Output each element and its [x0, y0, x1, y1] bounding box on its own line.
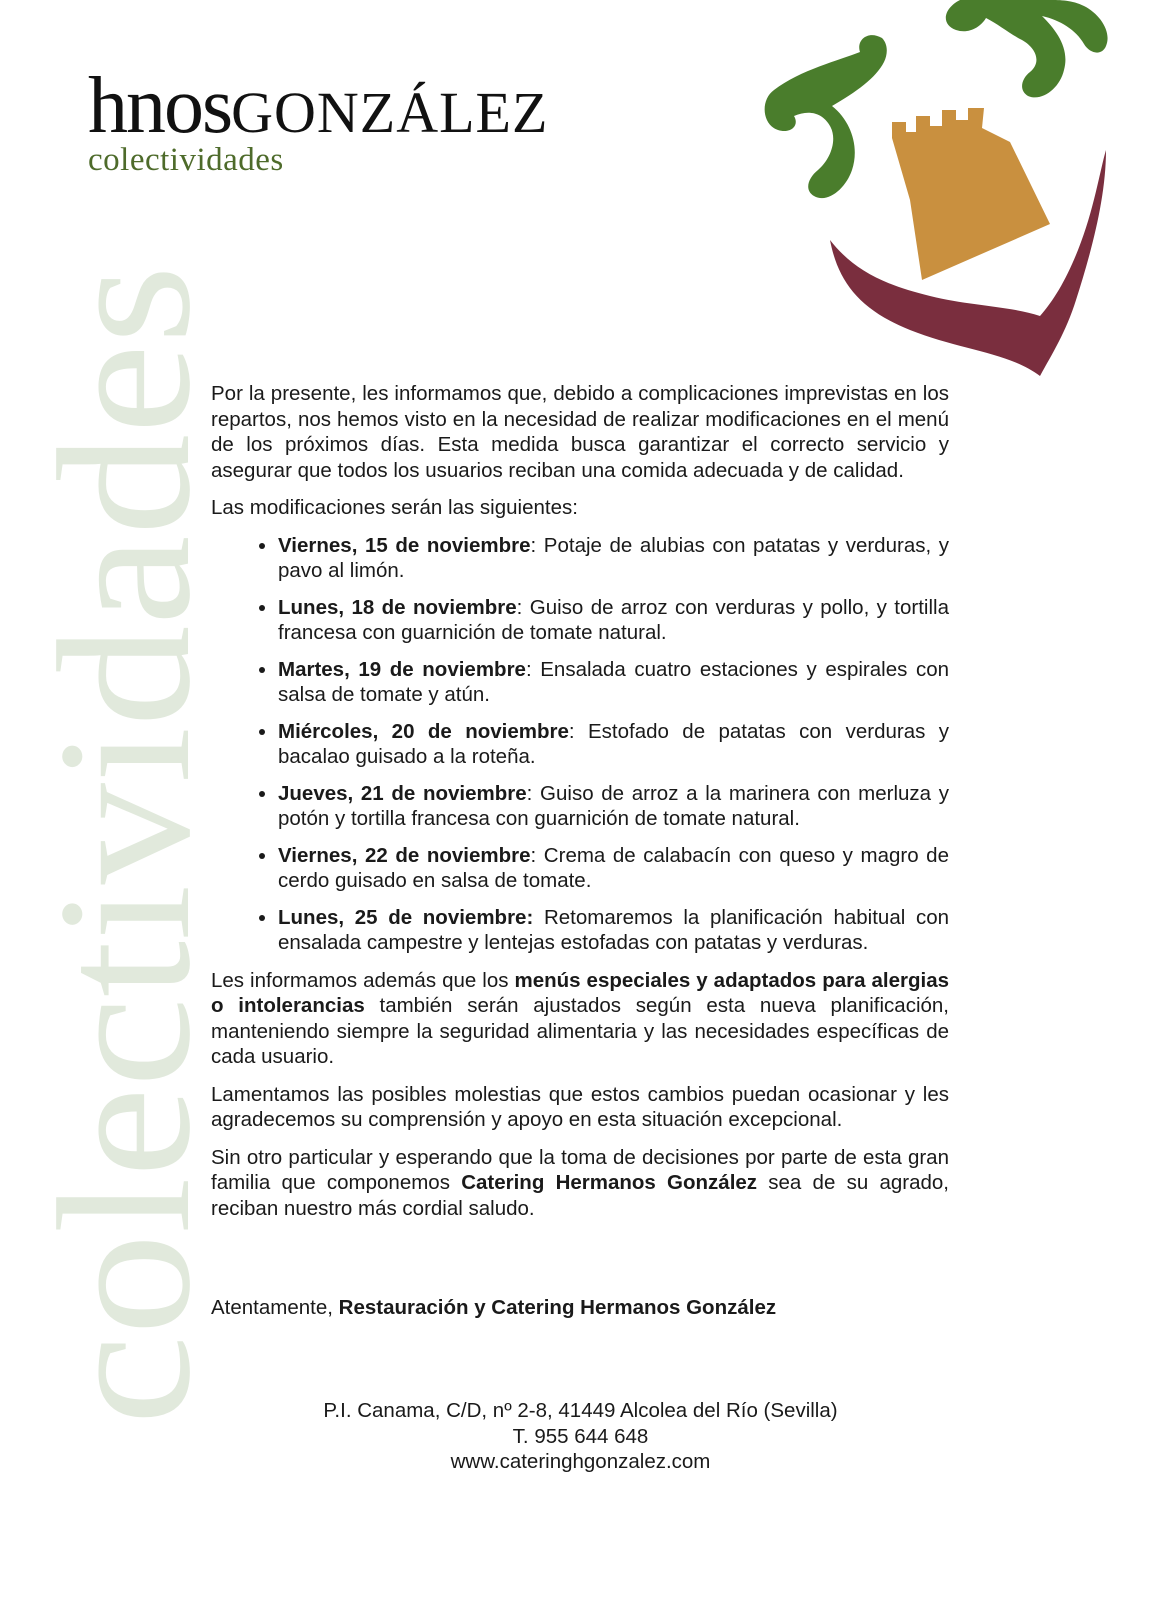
logo-wordmark	[88, 62, 549, 150]
menu-day-sep: :	[526, 781, 533, 805]
intro-paragraph: Por la presente, les informamos que, debido a complicaciones imprevistas en los repartos, nos hemos visto en la necesidad de realizar modificaciones en el menú de los próximos días. Esta medida busca garantizar el correcto servicio y asegurar que todos los usuarios reciban una comida adecuada y de calidad.	[211, 382, 949, 482]
list-item	[278, 843, 949, 894]
menu-day: Viernes, 15 de noviembre	[278, 533, 531, 557]
list-item	[278, 595, 949, 646]
list-item	[278, 719, 949, 770]
list-item	[278, 905, 949, 956]
menu-description: Guiso de arroz con verduras y pollo, y tortilla francesa con guarnición de tomate natural.	[278, 595, 949, 644]
logo-brand-part1: hnos	[88, 62, 232, 150]
menu-description: Crema de calabacín con queso y magro de cerdo guisado en salsa de tomate.	[278, 843, 949, 892]
menu-day: Lunes, 25 de noviembre:	[278, 905, 534, 929]
menu-description: Potaje de alubias con patatas y verduras, y pavo al limón.	[278, 533, 949, 582]
letter-body	[211, 381, 949, 1233]
farewell-post: sea de su agrado, reciban nuestro más cordial saludo.	[211, 1171, 949, 1220]
menu-day: Jueves, 21 de noviembre	[278, 781, 527, 805]
closing-line	[211, 1296, 776, 1320]
list-item	[278, 781, 949, 832]
menu-day-sep: :	[568, 719, 575, 743]
menu-day: Martes, 19 de noviembre	[278, 657, 526, 681]
special-menus-bold: menús especiales y adaptados para alergias o intolerancias	[211, 968, 949, 1017]
footer-phone: T. 955 644 648	[512, 1424, 649, 1448]
apology-paragraph: Lamentamos las posibles molestias que estos cambios puedan ocasionar y les agradecemos su comprensión y apoyo en esta situación excepcional.	[211, 1082, 949, 1131]
menu-day-sep: :	[525, 657, 532, 681]
list-item	[278, 533, 949, 584]
menu-description: Retomaremos la planificación habitual con ensalada campestre y lentejas estofadas con patatas y verduras.	[278, 905, 950, 954]
watermark-text: colectividades	[20, 338, 230, 1425]
footer	[0, 1398, 1161, 1475]
menu-day: Viernes, 22 de noviembre	[278, 843, 531, 867]
crest-mantling-left	[765, 35, 887, 198]
logo-subtitle: colectividades	[88, 142, 284, 178]
list-item	[278, 657, 949, 708]
footer-website[interactable]: www.cateringhgonzalez.com	[450, 1450, 711, 1473]
menu-description: Estofado de patatas con verduras y bacalao guisado a la roteña.	[278, 719, 949, 768]
menu-day-sep: :	[516, 595, 523, 619]
closing-signature: Restauración y Catering Hermanos González	[338, 1296, 777, 1319]
logo-brand-part2: GONZÁLEZ	[231, 80, 549, 145]
company-logo	[88, 62, 549, 179]
list-intro: Las modificaciones serán las siguientes:	[211, 496, 578, 519]
crest-emblem-icon	[760, 0, 1131, 400]
farewell-pre: Sin otro particular y esperando que la toma de decisiones por parte de esta gran familia que componemos	[211, 1145, 949, 1194]
crest-tower	[892, 108, 1050, 280]
menu-changes-list	[211, 533, 949, 956]
closing-pre: Atentamente,	[211, 1296, 339, 1319]
farewell-paragraph	[211, 1145, 949, 1222]
watermark	[20, 260, 230, 1460]
special-menus-pre: Les informamos además que los	[211, 968, 515, 992]
menu-description: Ensalada cuatro estaciones y espirales con salsa de tomate y atún.	[278, 657, 950, 706]
menu-day: Miércoles, 20 de noviembre	[278, 719, 569, 743]
crest-mantling-right	[946, 0, 1108, 97]
menu-day-sep: :	[530, 533, 537, 557]
menu-description: Guiso de arroz a la marinera con merluza y potón y tortilla francesa con guarnición de tomate natural.	[278, 781, 949, 830]
special-menus-post: también serán ajustados según esta nueva planificación, manteniendo siempre la seguridad alimentaria y las necesidades específicas de cada usuario.	[211, 994, 949, 1068]
menu-day: Lunes, 18 de noviembre	[278, 595, 517, 619]
special-menus-paragraph	[211, 968, 949, 1070]
farewell-bold: Catering Hermanos González	[461, 1171, 758, 1194]
menu-day-sep: :	[530, 843, 537, 867]
footer-address: P.I. Canama, C/D, nº 2-8, 41449 Alcolea del Río (Sevilla)	[323, 1399, 838, 1422]
